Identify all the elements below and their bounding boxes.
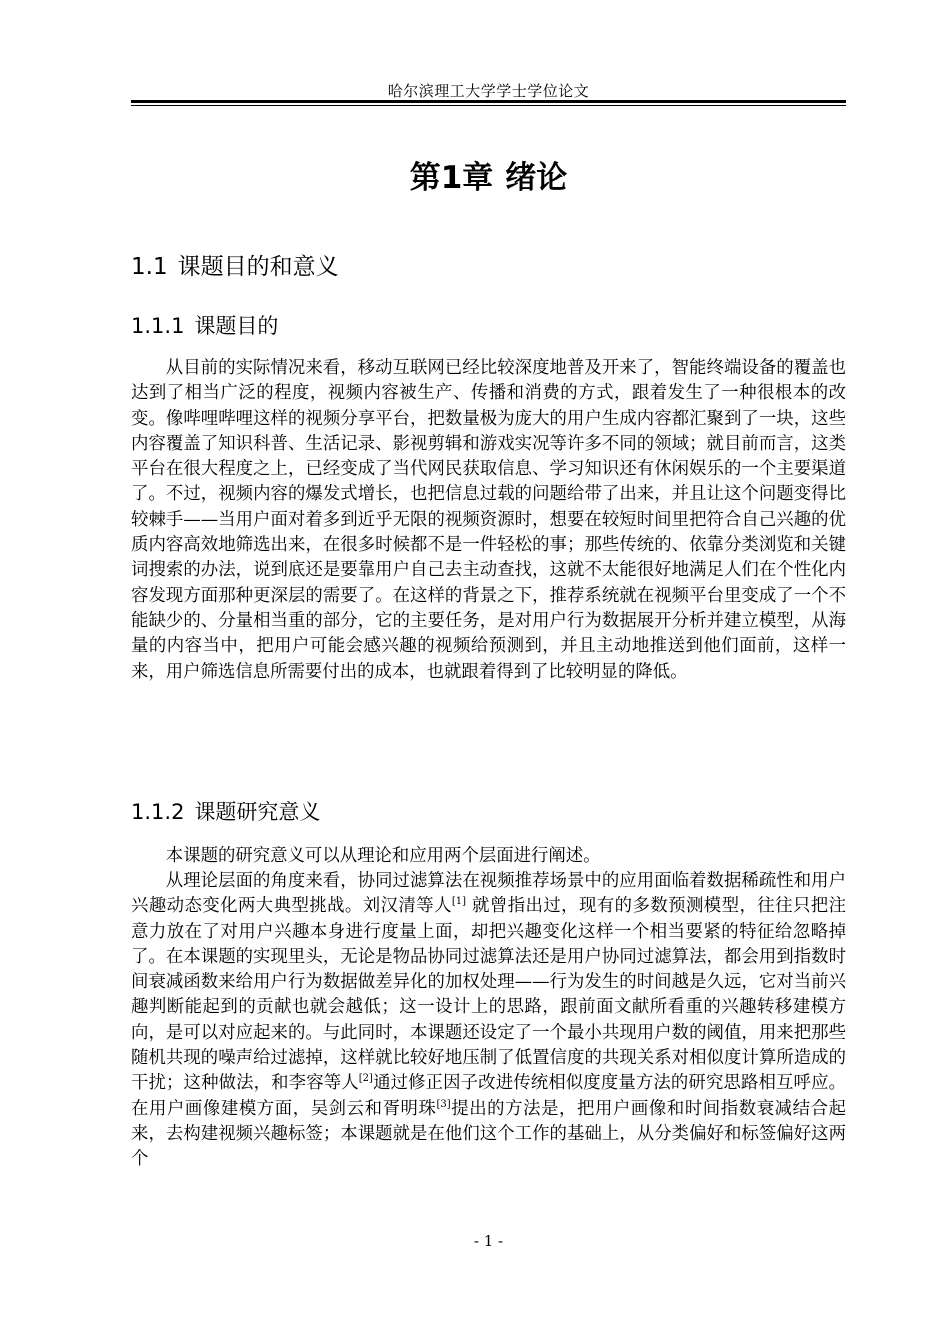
body-paragraph-1: 从目前的实际情况来看，移动互联网已经比较深度地普及开来了，智能终端设备的覆盖也达到了相当广泛的程度，视频内容被生产、传播和消费的方式，跟着发生了一种很根本的改变。像哔哩哔哩这样的视频分享平台，把数量极为庞大的用户生成内容都汇聚到了一块，这些内容覆盖了知识科普、生活记录、影视剪辑和游戏实况等许多不同的领域；就目前而言，这类平台在很大程度之上，已经变成了当代网民获取信息、学习知识还有休闲娱乐的一个主要渠道了。不过，视频内容的爆发式增长，也把信息过载的问题给带了出来，并且让这个问题变得比较棘手——当用户面对着多到近乎无限的视频资源时，想要在较短时间里把符合自己兴趣的优质内容高效地筛选出来，在很多时候都不是一件轻松的事；那些传统的、依靠分类浏览和关键词搜索的办法，说到底还是要靠用户自己去主动查找，这就不太能很好地满足人们在个性化内容发现方面那种更深层的需要了。在这样的背景之下，推荐系统就在视频平台里变成了一个不能缺少的、分量相当重的部分，它的主要任务，是对用户行为数据展开分析并建立模型，从海量的内容当中，把用户可能会感兴趣的视频给预测到，并且主动地推送到他们面前，这样一来，用户筛选信息所需要付出的成本，也就跟着得到了比较明显的降低。 <box>131 358 846 682</box>
chapter-name: 绪论 <box>505 160 568 196</box>
paragraph-text: 就曾指出过，现有的多数预测模型，往往只把注意力放在了对用户兴趣本身进行度量上面，却把兴趣变化这样一个相当要紧的特征给忽略掉了。在本课题的实现里头，无论是物品协同过滤算法还是用户协同过滤算法，都会用到指数时间衰减函数来给用户行为数据做差异化的加权处理——行为发生的时间越是久远，它对当前兴趣判断能起到的贡献也就会越低；这一设计上的思路，跟前面文献所看重的兴趣转移建模方向，是可以对应起来的。与此同时，本课题还设定了一个最小共现用户数的阈值，用来把那些随机共现的噪声给过滤掉，这样就比较好地压制了低置信度的共现关系对相似度计算所造成的干扰；这种做法，和李容等人 <box>131 896 846 1094</box>
subsection-number: 1.1.1 <box>131 314 185 338</box>
chapter-title <box>131 152 846 197</box>
header-rule-thick <box>131 100 846 103</box>
section-number: 1.1 <box>131 254 168 280</box>
section-title: 课题目的和意义 <box>177 254 339 280</box>
paragraph-text: 通过修正因子改进传统相似度度量方法的研究思路相互呼应。在用户画像建模方面，吴剑云和胥明珠 <box>131 1073 846 1119</box>
body-paragraph-2: 本课题的研究意义可以从理论和应用两个层面进行阐述。 <box>165 846 601 866</box>
section-heading <box>131 248 339 281</box>
chapter-number: 第1章 <box>409 160 494 196</box>
subsection-title: 课题目的 <box>194 314 279 338</box>
subsection-title: 课题研究意义 <box>194 800 321 824</box>
header-rule-thin <box>131 105 846 106</box>
citation-ref-2[interactable]: [2] <box>358 1073 373 1085</box>
subsection-heading-significance <box>131 796 320 826</box>
citation-ref-3[interactable]: [3] <box>436 1098 451 1110</box>
subsection-heading-purpose <box>131 310 278 340</box>
subsection-number: 1.1.2 <box>131 800 185 824</box>
paragraph-text: 从理论层面的角度来看，协同过滤算法在视频推荐场景中的应用面临着数据稀疏性和用户兴趣动态变化两大典型挑战。刘汉清等人 <box>131 871 846 917</box>
paragraph-text: 提出的方法是，把用户画像和时间指数衰减结合起来，去构建视频兴趣标签；本课题就是在他们这个工作的基础上，从分类偏好和标签偏好这两个 <box>131 1098 846 1170</box>
body-paragraph-3 <box>131 869 846 1173</box>
running-header: 哈尔滨理工大学学士学位论文 <box>387 82 590 100</box>
page-number: - 1 - <box>473 1232 504 1250</box>
citation-ref-1[interactable]: [1] <box>451 896 467 908</box>
